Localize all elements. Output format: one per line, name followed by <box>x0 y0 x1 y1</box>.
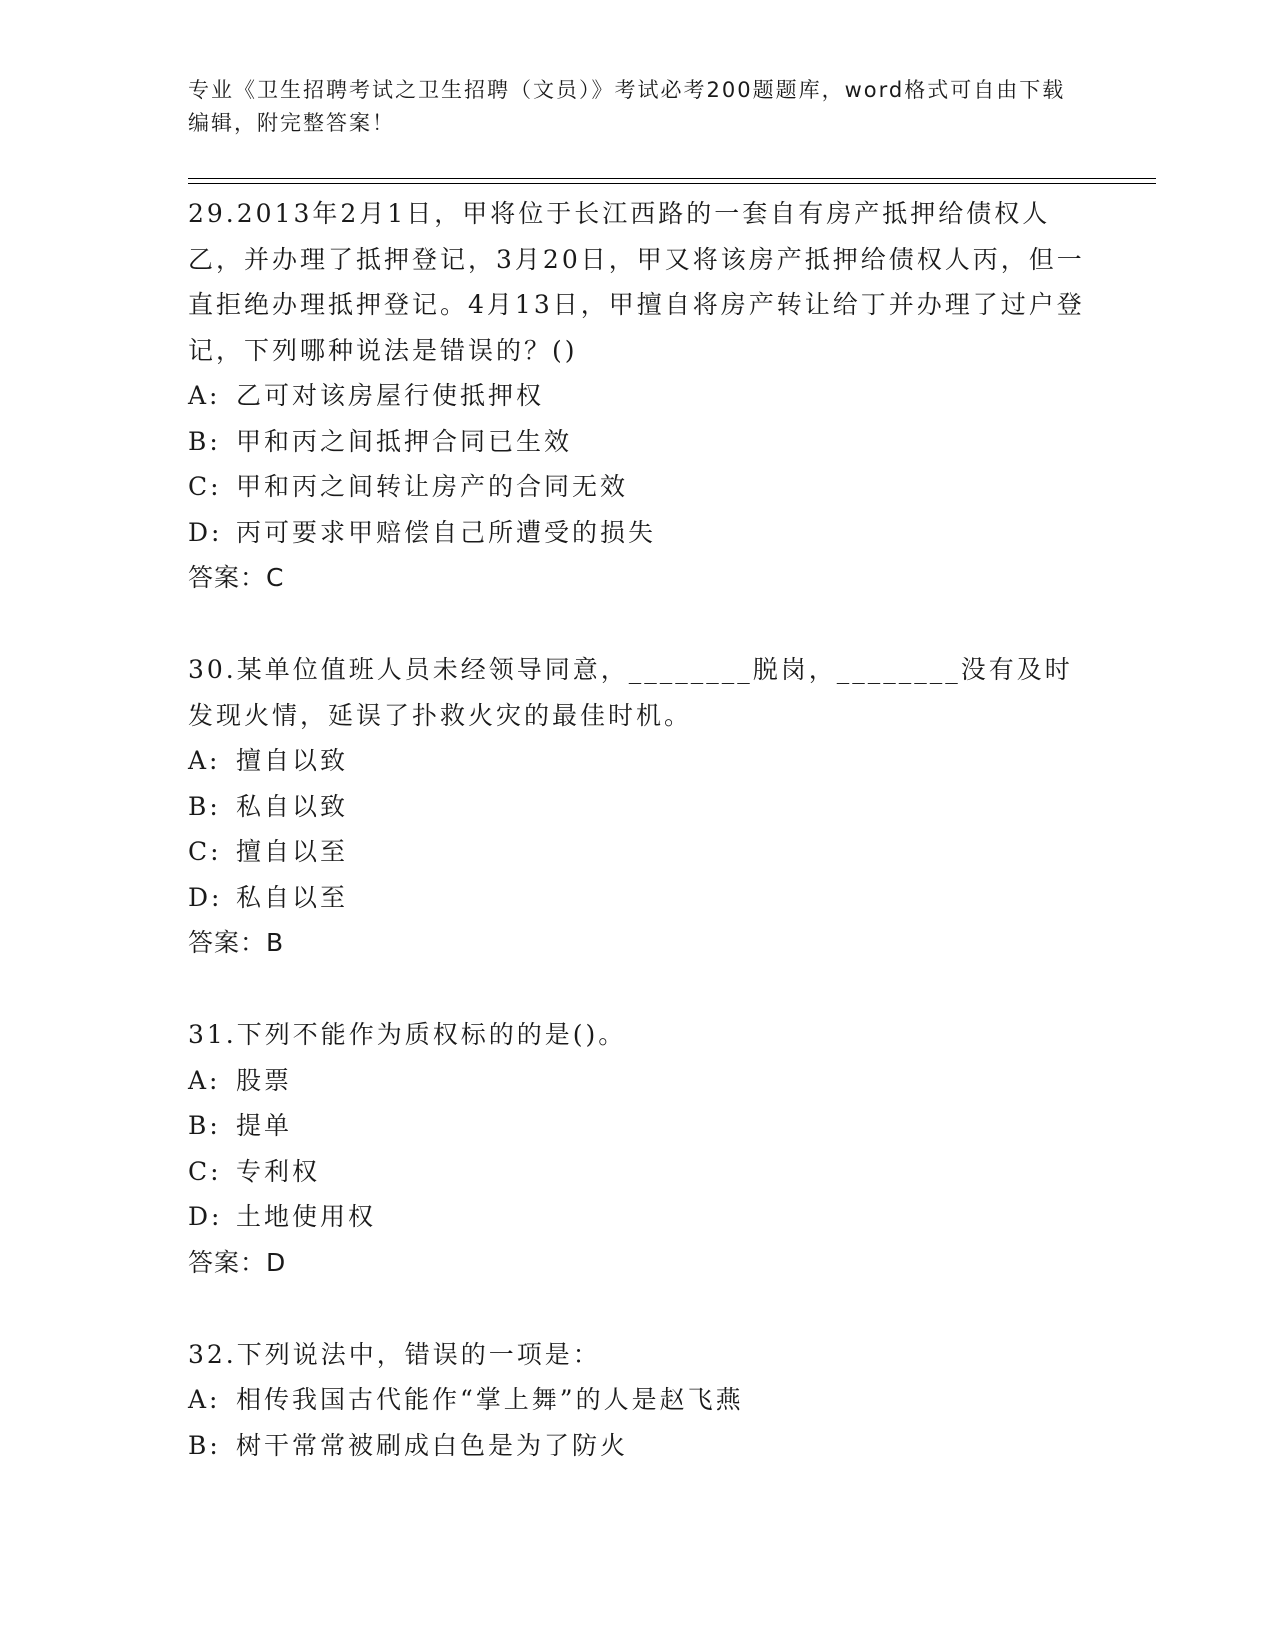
question-stem: 32.下列说法中，错误的一项是： <box>188 1339 601 1369</box>
option-c <box>188 829 1088 875</box>
option-a <box>188 1058 1088 1104</box>
option-text: 提单 <box>236 1111 293 1140</box>
option-b <box>188 419 1088 465</box>
option-c <box>188 1149 1088 1195</box>
option-b <box>188 1423 1088 1469</box>
option-text: 树干常常被刷成白色是为了防火 <box>236 1430 629 1460</box>
option-b <box>188 784 1088 830</box>
option-a <box>188 1377 1088 1423</box>
option-text: 相传我国古代能作“掌上舞”的人是赵飞燕 <box>236 1385 744 1414</box>
option-text: 股票 <box>236 1065 293 1095</box>
document-header: 专业《卫生招聘考试之卫生招聘（文员）》考试必考200题题库，word格式可自由下载编辑，附完整答案！ <box>188 78 1066 135</box>
option-text: 乙可对该房屋行使抵押权 <box>236 381 545 410</box>
option-letter: A: <box>188 381 221 410</box>
question-32 <box>188 1332 1088 1469</box>
option-d <box>188 510 1088 556</box>
option-letter: D: <box>188 1202 223 1231</box>
question-stem: 29.2013年2月1日，甲将位于长江西路的一套自有房产抵押给债权人乙，并办理了抵押登记，3月20日，甲又将该房产抵押给债权人丙，但一直拒绝办理抵押登记。4月13日，甲擅自将房产转让给丁并办理了过户登记，下列哪种说法是错误的？() <box>188 199 1085 365</box>
option-letter: D: <box>188 882 223 912</box>
question-31 <box>188 1012 1088 1286</box>
option-text: 专利权 <box>236 1156 321 1186</box>
option-a <box>188 373 1088 419</box>
question-30 <box>188 647 1088 966</box>
option-b <box>188 1103 1088 1149</box>
question-list <box>188 191 1088 1514</box>
option-a <box>188 738 1088 784</box>
answer-line: 答案：B <box>188 928 285 957</box>
answer-line: 答案：C <box>188 563 285 592</box>
option-letter: B: <box>188 1111 221 1140</box>
option-letter: C: <box>188 837 222 866</box>
option-letter: D: <box>188 517 223 547</box>
question-stem: 30.某单位值班人员未经领导同意，________脱岗，________没有及时发现火情，延误了扑救火灾的最佳时机。 <box>188 655 1073 730</box>
question-29 <box>188 191 1088 601</box>
option-letter: B: <box>188 1430 221 1460</box>
option-letter: A: <box>188 746 221 775</box>
option-c <box>188 464 1088 510</box>
option-d <box>188 875 1088 921</box>
option-text: 私自以致 <box>236 791 349 821</box>
option-text: 擅自以致 <box>236 746 349 775</box>
option-letter: A: <box>188 1385 221 1414</box>
option-d <box>188 1194 1088 1240</box>
option-letter: B: <box>188 791 221 821</box>
option-letter: B: <box>188 426 221 456</box>
option-letter: C: <box>188 472 222 501</box>
option-letter: A: <box>188 1065 221 1095</box>
option-text: 丙可要求甲赔偿自己所遭受的损失 <box>236 517 657 547</box>
option-letter: C: <box>188 1156 222 1186</box>
question-stem: 31.下列不能作为质权标的的是()。 <box>188 1020 627 1049</box>
option-text: 私自以至 <box>236 882 349 912</box>
option-text: 擅自以至 <box>236 837 349 866</box>
option-text: 甲和丙之间转让房产的合同无效 <box>236 472 629 501</box>
header-rule-bottom <box>188 183 1156 184</box>
option-text: 甲和丙之间抵押合同已生效 <box>236 426 573 456</box>
answer-line: 答案：D <box>188 1247 287 1277</box>
option-text: 土地使用权 <box>236 1202 377 1231</box>
header-rule-top <box>188 178 1156 179</box>
